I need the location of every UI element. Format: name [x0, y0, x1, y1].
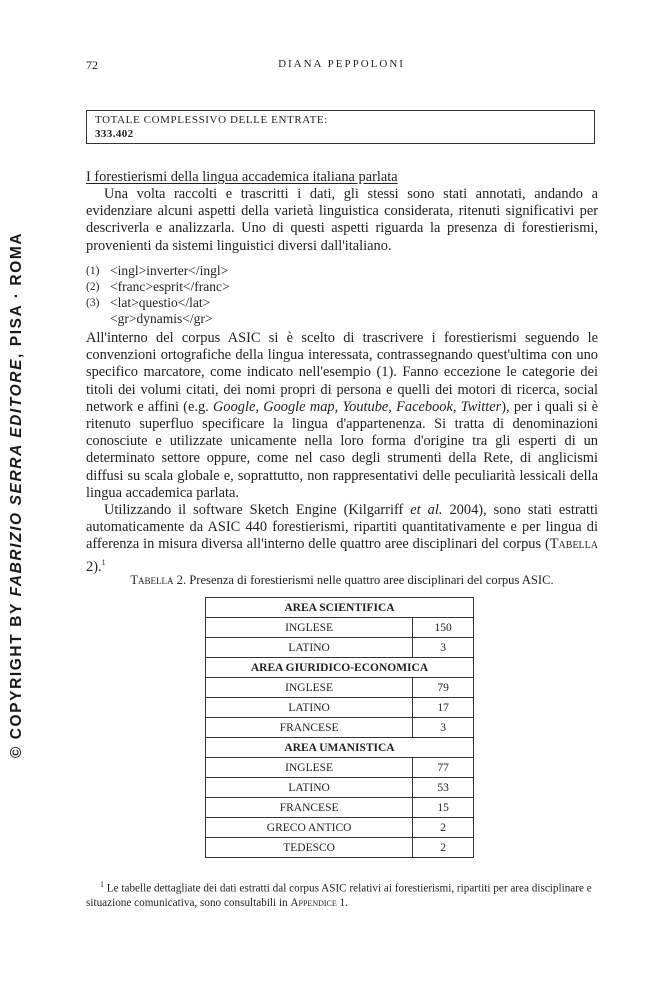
- count-cell: 77: [413, 758, 474, 778]
- para2-text-end: ), per i quali si è ritenuto superfluo specificare la lingua d'appartenenza. Si tratta di denominazioni conosciute e utilizzate unicamente nella loro forma d'origine tra gli esperti di un determinato settore oppure, come nel caso degli strumenti della Rete, di anglicismi diffusi su scala globale e, soprattutto, non rappresentativi delle peculiarità lessicali della lingua accademica parlata.: [86, 398, 598, 501]
- example-item: [86, 263, 386, 279]
- table-caption: [86, 573, 598, 588]
- para2-brand-names: Google, Google map, Youtube, Facebook, Twitter: [213, 398, 502, 415]
- table-row: [206, 618, 474, 638]
- area-heading: AREA UMANISTICA: [206, 738, 474, 758]
- publisher-name: FABRIZIO SERRA EDITORE: [8, 357, 25, 597]
- publisher-location: , PISA · ROMA: [8, 231, 25, 358]
- para2-text-start: All'interno del corpus ASIC si è scelto di trascrivere i forestierismi seguendo le convenzioni ortografiche della lingua interessata, contrassegnando quest'ultima con uno specifico marcatore, come indicato nell'esempio (1). Fanno eccezione le categorie dei titoli dei volumi citati, dei nomi propri di persona e quelli dei motori di ricerca, social network e affini (e.g.: [86, 330, 598, 415]
- table-row: [206, 678, 474, 698]
- table-row: [206, 798, 474, 818]
- table-row: [206, 638, 474, 658]
- area-heading: AREA GIURIDICO-ECONOMICA: [206, 658, 474, 678]
- paragraph-sketch-engine: [86, 502, 598, 576]
- caption-label: Tabella 2.: [130, 573, 187, 587]
- language-cell: FRANCESE: [206, 798, 413, 818]
- appendix-reference: Appendice 1: [290, 897, 346, 910]
- example-number: (2): [86, 281, 100, 293]
- language-cell: INGLESE: [206, 618, 413, 638]
- total-entries-value: 333.402: [95, 127, 134, 140]
- count-cell: 3: [413, 638, 474, 658]
- footnote-text: Le tabelle dettagliate dei dati estratti dal corpus ASIC relativi ai forestierismi, ripartiti per area disciplinare e situazione comunicativa, sono consultabili in: [86, 882, 592, 910]
- page-header: [86, 58, 597, 74]
- table-row: [206, 758, 474, 778]
- total-entries-label: TOTALE COMPLESSIVO DELLE ENTRATE:: [95, 114, 328, 126]
- table-group-header: [206, 598, 474, 618]
- example-item: [86, 279, 386, 295]
- count-cell: 150: [413, 618, 474, 638]
- section-title: I forestierismi della lingua accademica italiana parlata: [86, 169, 398, 185]
- footnote-number: 1: [100, 880, 104, 889]
- count-cell: 2: [413, 818, 474, 838]
- count-cell: 79: [413, 678, 474, 698]
- language-cell: INGLESE: [206, 758, 413, 778]
- page-number: 72: [86, 58, 98, 72]
- example-tag: <gr>dynamis</gr>: [110, 311, 213, 326]
- table-group-header: [206, 738, 474, 758]
- example-tag: <lat>questio</lat>: [110, 295, 211, 310]
- language-cell: GRECO ANTICO: [206, 818, 413, 838]
- count-cell: 3: [413, 718, 474, 738]
- examples-list: [86, 263, 386, 327]
- running-head-author: DIANA PEPPOLONI: [278, 58, 405, 70]
- caption-text: Presenza di forestierismi nelle quattro aree disciplinari del corpus ASIC.: [186, 573, 554, 587]
- paragraph-intro: Una volta raccolti e trascritti i dati, gli stessi sono stati annotati, andando a evidenziare alcuni aspetti della varietà linguistica considerata, ritenuti significativi per descriverla e analizzarla. Uno di questi aspetti riguarda la presenza di forestierismi, provenienti da sistemi linguistici diversi dall'italiano.: [86, 186, 598, 254]
- copyright-prefix: © COPYRIGHT BY: [8, 596, 25, 759]
- example-tag: <franc>esprit</franc>: [110, 279, 230, 294]
- table-reference: Tabella 2: [86, 536, 598, 575]
- para3-text-start: Utilizzando il software Sketch Engine (Kilgarriff: [104, 502, 411, 518]
- count-cell: 53: [413, 778, 474, 798]
- example-number: (3): [86, 297, 100, 309]
- language-cell: FRANCESE: [206, 718, 413, 738]
- footnote-marker: 1: [101, 557, 106, 567]
- table-row: [206, 778, 474, 798]
- para3-et-al: et al.: [410, 502, 443, 518]
- copyright-notice: [8, 232, 26, 758]
- table-row: [206, 838, 474, 858]
- example-tag: <ingl>inverter</ingl>: [110, 263, 229, 278]
- count-cell: 17: [413, 698, 474, 718]
- forestierismi-table: [205, 597, 474, 858]
- para3-text-end: ).: [93, 558, 102, 575]
- table-group-header: [206, 658, 474, 678]
- example-number: (1): [86, 265, 100, 277]
- paragraph-conventions: [86, 330, 598, 502]
- count-cell: 15: [413, 798, 474, 818]
- footnote-end: .: [345, 897, 348, 910]
- footnote: [86, 878, 598, 911]
- language-cell: TEDESCO: [206, 838, 413, 858]
- language-cell: LATINO: [206, 698, 413, 718]
- language-cell: LATINO: [206, 778, 413, 798]
- example-item: [86, 311, 386, 327]
- total-entries-box: [86, 110, 595, 144]
- example-item: [86, 295, 386, 311]
- language-cell: INGLESE: [206, 678, 413, 698]
- table-row: [206, 698, 474, 718]
- para3-text-middle: 2004), sono stati estratti automaticamente da ASIC 440 forestierismi, ripartiti quantitativamente e per lingua di afferenza in misura diversa all'interno delle quattro aree disciplinari del corpus (: [86, 502, 598, 553]
- language-cell: LATINO: [206, 638, 413, 658]
- table-row: [206, 718, 474, 738]
- area-heading: AREA SCIENTIFICA: [206, 598, 474, 618]
- table-row: [206, 818, 474, 838]
- copyright-sidebar: [6, 230, 28, 760]
- count-cell: 2: [413, 838, 474, 858]
